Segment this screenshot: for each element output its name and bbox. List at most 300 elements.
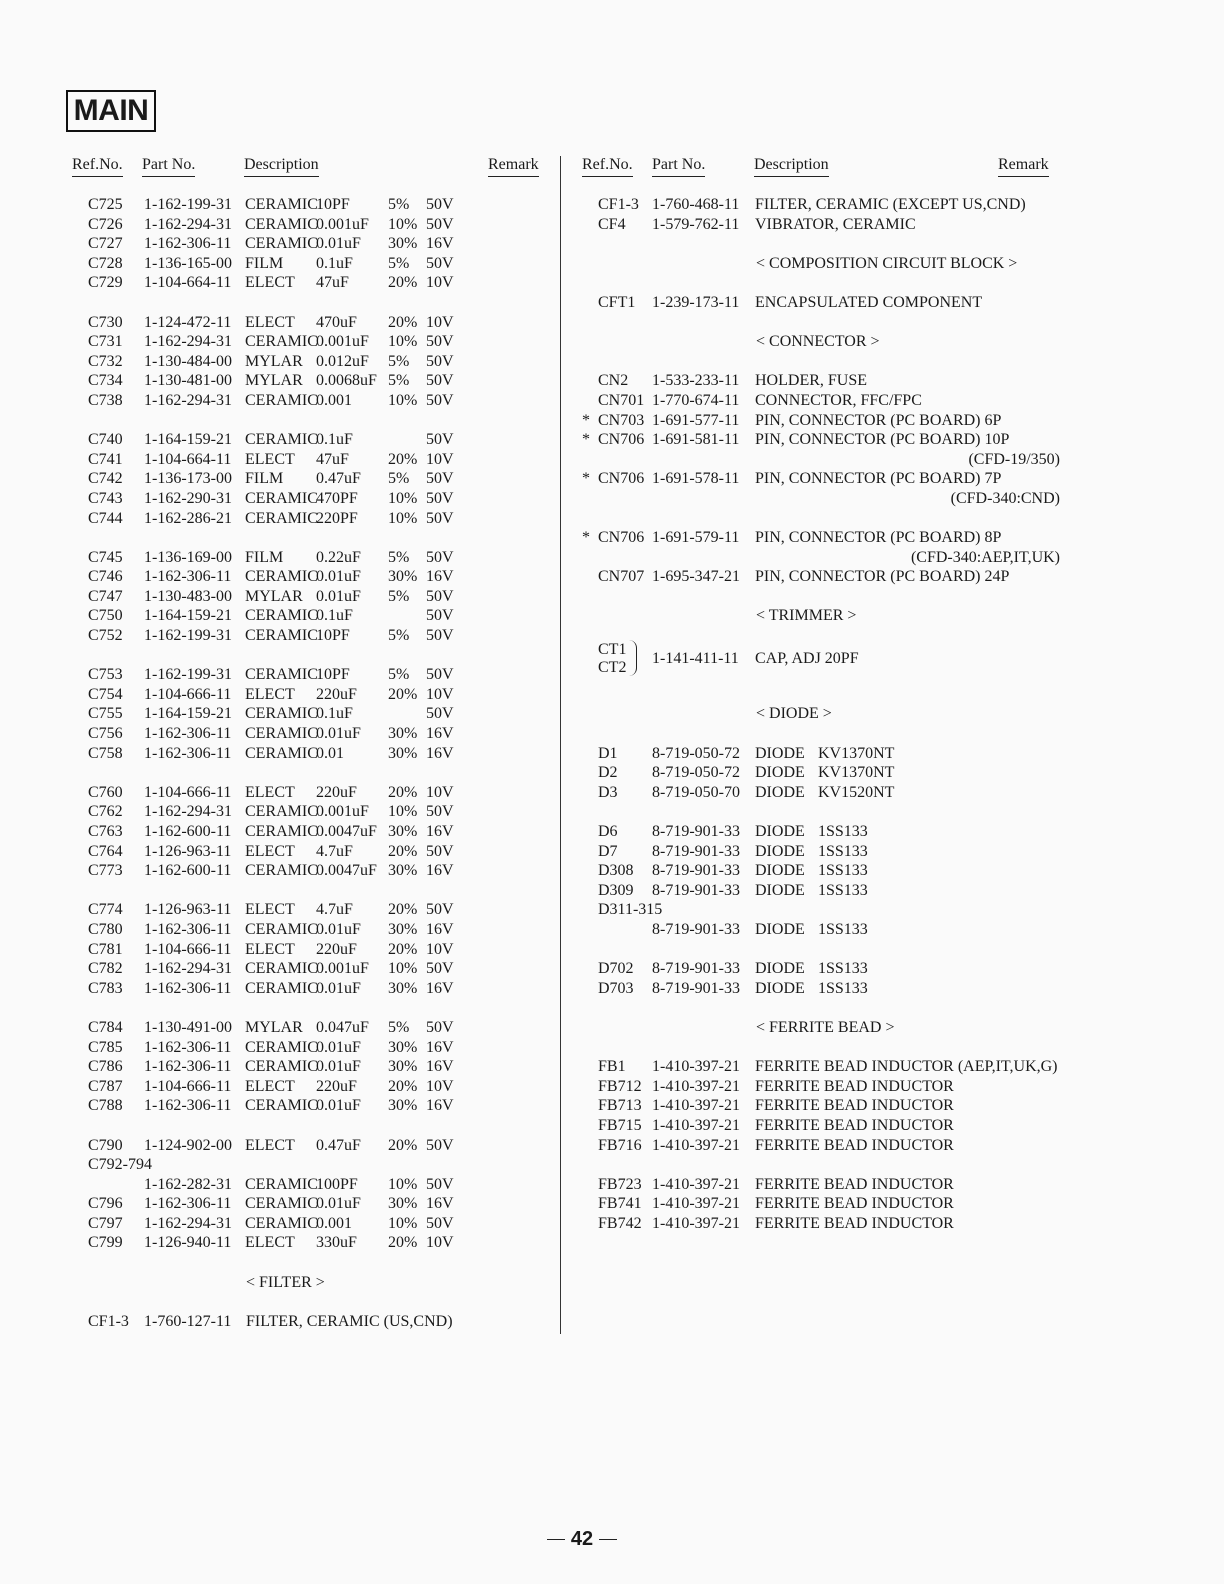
part-no: 1-162-294-31 (144, 803, 232, 821)
tolerance: 10% (388, 489, 418, 507)
remark: (CFD-340:AEP,IT,UK) (910, 548, 1060, 566)
description: CERAMIC (245, 744, 318, 762)
part-no: 1-104-666-11 (144, 1077, 232, 1095)
part-no: 1-162-294-31 (144, 1214, 232, 1232)
description: CERAMIC (245, 215, 318, 233)
table-row (0, 1194, 1224, 1214)
voltage: 50V (426, 391, 454, 409)
voltage: 16V (426, 979, 454, 997)
value: 0.1uF (316, 607, 353, 625)
tolerance: 20% (388, 940, 418, 958)
ref-no: C750 (88, 607, 123, 625)
voltage: 10V (426, 685, 454, 703)
tolerance: 20% (388, 685, 418, 703)
remark-row (0, 548, 1224, 568)
description: FERRITE BEAD INDUCTOR (755, 1195, 954, 1213)
row-gap (0, 685, 1224, 705)
part-no: 1-162-306-11 (144, 920, 232, 938)
part-no: 1-410-397-21 (652, 1195, 740, 1213)
value: 0.001uF (316, 960, 369, 978)
voltage: 50V (426, 1136, 454, 1154)
value: 100PF (316, 1175, 358, 1193)
voltage: 16V (426, 862, 454, 880)
part-no: 1-410-397-21 (652, 1116, 740, 1134)
part-no: 1-691-581-11 (652, 431, 740, 449)
value: 0.001 (316, 391, 352, 409)
section-heading: < DIODE > (756, 705, 832, 723)
description: CERAMIC (245, 568, 318, 586)
description: MYLAR (245, 587, 303, 605)
part-no: 8-719-901-33 (652, 823, 740, 840)
description: ELECT (245, 274, 295, 292)
part-no: 1-162-306-11 (144, 1038, 232, 1056)
row-gap (0, 587, 1224, 607)
section-heading: < TRIMMER > (756, 607, 857, 625)
description: DIODE (755, 920, 805, 938)
part-no: 1-141-411-11 (652, 649, 739, 667)
description: ELECT (245, 1077, 295, 1095)
value: 0.001 (316, 1214, 352, 1232)
tolerance: 30% (388, 725, 418, 743)
ref-no: C730 (88, 313, 123, 331)
voltage: 50V (426, 1214, 454, 1232)
row-gap (0, 352, 1224, 372)
part-no: 1-691-578-11 (652, 470, 740, 488)
voltage: 16V (426, 235, 454, 253)
table-row (0, 900, 1224, 920)
value: 0.01uF (316, 1097, 361, 1115)
value: 0.22uF (316, 548, 361, 566)
ref-no: C729 (88, 274, 123, 292)
remark: (CFD-340:CND) (950, 489, 1060, 507)
part-no: 1-162-199-31 (144, 196, 232, 213)
value: 0.01uF (316, 568, 361, 586)
header-part-no-right: Part No. (652, 156, 705, 177)
ref-no: CF1-3 (88, 1312, 129, 1330)
tolerance: 20% (388, 450, 418, 468)
ref-no: C760 (88, 783, 123, 801)
tolerance: 5% (388, 352, 410, 370)
table-row (0, 920, 1224, 940)
ref-no: D7 (598, 842, 618, 860)
part-no: 1-410-397-21 (652, 1097, 740, 1115)
ref-no: C755 (88, 705, 123, 723)
description: FERRITE BEAD INDUCTOR (755, 1214, 954, 1232)
ref-no: C745 (88, 548, 123, 566)
header-description: Description (244, 156, 319, 177)
tolerance: 10% (388, 391, 418, 409)
tolerance: 10% (388, 333, 418, 351)
part-no: 1-770-674-11 (652, 391, 740, 409)
part-no: 1-164-159-21 (144, 431, 232, 449)
ref-no: D2 (598, 764, 618, 782)
tolerance: 30% (388, 1058, 418, 1076)
table-row (0, 1096, 1224, 1116)
tolerance: 30% (388, 1097, 418, 1115)
table-row (0, 881, 1224, 901)
description: PIN, CONNECTOR (PC BOARD) 10P (755, 431, 1010, 449)
type: KV1370NT (818, 744, 895, 762)
table-row (0, 783, 1224, 803)
description: CERAMIC (245, 960, 318, 978)
header-ref-no-right: Ref.No. (582, 156, 633, 177)
voltage: 10V (426, 1077, 454, 1095)
table-row (0, 528, 1224, 548)
part-no: 1-104-666-11 (144, 940, 232, 958)
voltage: 50V (426, 470, 454, 488)
tolerance: 20% (388, 1136, 418, 1154)
description: CERAMIC (245, 1038, 318, 1056)
voltage: 50V (426, 627, 454, 645)
table-row (0, 430, 1224, 450)
voltage: 50V (426, 587, 454, 605)
description: HOLDER, FUSE (755, 372, 868, 390)
value: 10PF (316, 666, 350, 684)
ref-no: C731 (88, 333, 123, 351)
part-no: 1-130-484-00 (144, 352, 232, 370)
voltage: 10V (426, 450, 454, 468)
asterisk-mark: * (582, 470, 590, 488)
part-no: 1-130-491-00 (144, 1018, 232, 1036)
ref-no: C734 (88, 372, 123, 390)
description: DIODE (755, 881, 805, 899)
part-no: 1-760-468-11 (652, 196, 740, 213)
description: ELECT (245, 313, 295, 331)
type: 1SS133 (818, 862, 868, 880)
voltage: 16V (426, 568, 454, 586)
description: DIODE (755, 764, 805, 782)
description: ELECT (245, 1136, 295, 1154)
table-row (0, 195, 1224, 215)
part-no: 1-136-169-00 (144, 548, 232, 566)
row-gap (0, 1292, 560, 1312)
voltage: 10V (426, 940, 454, 958)
ref-no: C774 (88, 901, 123, 919)
section-title: MAIN (66, 90, 156, 132)
ref-no: FB741 (598, 1195, 642, 1213)
table-row (0, 1116, 1224, 1136)
part-no: 1-695-347-21 (652, 568, 740, 586)
tolerance: 5% (388, 372, 410, 390)
description: FILTER, CERAMIC (EXCEPT US,CND) (755, 196, 1026, 213)
description: DIODE (755, 979, 805, 997)
voltage: 16V (426, 744, 454, 762)
description: CONNECTOR, FFC/FPC (755, 391, 922, 409)
value: 220uF (316, 1077, 357, 1095)
part-no: 1-126-963-11 (144, 901, 232, 919)
voltage: 50V (426, 215, 454, 233)
type: KV1370NT (818, 764, 895, 782)
value: 220uF (316, 940, 357, 958)
ref-no: FB712 (598, 1077, 642, 1095)
table-row (0, 391, 1224, 411)
part-no: 1-126-940-11 (144, 1234, 232, 1252)
ref-no: C764 (88, 842, 123, 860)
row-gap (0, 724, 1224, 744)
type: KV1520NT (818, 783, 895, 801)
part-no: 1-239-173-11 (652, 293, 740, 311)
ref-no: C781 (88, 940, 123, 958)
row-gap (0, 998, 1224, 1018)
section-heading-row (0, 606, 1224, 626)
part-no: 8-719-050-72 (652, 744, 740, 762)
type: 1SS133 (818, 920, 868, 938)
description: MYLAR (245, 352, 303, 370)
description: FERRITE BEAD INDUCTOR (755, 1116, 954, 1134)
ref-no: D703 (598, 979, 634, 997)
voltage: 10V (426, 313, 454, 331)
description: CERAMIC (245, 607, 318, 625)
description: CERAMIC (245, 920, 318, 938)
description: ELECT (245, 940, 295, 958)
table-row (0, 469, 1224, 489)
value: 0.1uF (316, 254, 353, 272)
value: 220uF (316, 685, 357, 703)
description: CERAMIC (245, 1195, 318, 1213)
header-remark: Remark (488, 156, 539, 177)
ref-no: FB715 (598, 1116, 642, 1134)
section-heading: < CONNECTOR > (756, 333, 880, 351)
tolerance: 20% (388, 274, 418, 292)
ref-no: D311-315 (598, 901, 663, 919)
remark-row (0, 450, 1224, 470)
row-gap (0, 802, 1224, 822)
ref-no: C747 (88, 587, 123, 605)
table-row (0, 744, 1224, 764)
description: CERAMIC (245, 979, 318, 997)
description: FILM (245, 548, 284, 566)
ref-no: D309 (598, 881, 634, 899)
part-no: 1-162-306-11 (144, 1195, 232, 1213)
table-row (0, 1175, 1224, 1195)
tolerance: 20% (388, 842, 418, 860)
description: FILTER, CERAMIC (US,CND) (246, 1312, 453, 1330)
part-no: 1-162-290-31 (144, 489, 232, 507)
tolerance: 30% (388, 862, 418, 880)
value: 0.001uF (316, 215, 369, 233)
page-number: 42 (540, 1528, 624, 1551)
ref-no: D6 (598, 823, 618, 840)
ref-no: C725 (88, 196, 123, 213)
part-no: 1-162-294-31 (144, 960, 232, 978)
ref-no: C763 (88, 823, 123, 840)
part-no: 1-162-306-11 (144, 1058, 232, 1076)
section-heading-row (0, 254, 1224, 274)
type: 1SS133 (818, 881, 868, 899)
ref-no: C797 (88, 1214, 123, 1232)
value: 4.7uF (316, 901, 353, 919)
row-gap (0, 234, 1224, 254)
value: 0.01uF (316, 725, 361, 743)
ref-no: C746 (88, 568, 123, 586)
voltage: 16V (426, 920, 454, 938)
asterisk-mark: * (582, 411, 590, 429)
description: DIODE (755, 783, 805, 801)
ref-no: C726 (88, 215, 123, 233)
tolerance: 30% (388, 744, 418, 762)
type: 1SS133 (818, 960, 868, 978)
description: MYLAR (245, 1018, 303, 1036)
table-row (0, 1077, 1224, 1097)
table-row (0, 979, 1224, 999)
description: ELECT (245, 783, 295, 801)
value: 10PF (316, 196, 350, 213)
description: CERAMIC (245, 666, 318, 684)
voltage: 50V (426, 705, 454, 723)
part-no: 1-124-902-00 (144, 1136, 232, 1154)
voltage: 50V (426, 666, 454, 684)
header-remark-right: Remark (998, 156, 1049, 177)
asterisk-mark: * (582, 431, 590, 449)
table-row (0, 215, 1224, 235)
voltage: 50V (426, 1175, 454, 1193)
voltage: 50V (426, 431, 454, 449)
description: ELECT (245, 901, 295, 919)
voltage: 50V (426, 254, 454, 272)
part-no: 1-104-666-11 (144, 685, 232, 703)
type: 1SS133 (818, 823, 868, 840)
value: 0.01 (316, 744, 344, 762)
voltage: 16V (426, 1097, 454, 1115)
voltage: 50V (426, 803, 454, 821)
part-no: 1-162-306-11 (144, 979, 232, 997)
value: 0.0068uF (316, 372, 377, 390)
tolerance: 10% (388, 960, 418, 978)
row-gap (0, 1253, 560, 1273)
tolerance: 5% (388, 1018, 410, 1036)
description: FERRITE BEAD INDUCTOR (755, 1097, 954, 1115)
description: FERRITE BEAD INDUCTOR (755, 1077, 954, 1095)
part-no: 8-719-050-70 (652, 783, 740, 801)
section-heading-row (0, 704, 1224, 724)
header-part-no: Part No. (142, 156, 195, 177)
ref-no: CN706 (598, 529, 645, 547)
tolerance: 5% (388, 587, 410, 605)
description: PIN, CONNECTOR (PC BOARD) 7P (755, 470, 1002, 488)
value: 470uF (316, 313, 357, 331)
ref-no: C784 (88, 1018, 123, 1036)
table-row (0, 293, 1224, 313)
tolerance: 30% (388, 823, 418, 840)
description: CERAMIC (245, 431, 318, 449)
part-no: 1-162-600-11 (144, 862, 232, 880)
description: ELECT (245, 842, 295, 860)
description: DIODE (755, 960, 805, 978)
part-no: 1-162-306-11 (144, 1097, 232, 1115)
ref-no: C788 (88, 1097, 123, 1115)
value: 0.1uF (316, 431, 353, 449)
ref-no: CT1 (598, 640, 627, 658)
tolerance: 5% (388, 254, 410, 272)
part-no: 1-162-306-11 (144, 744, 232, 762)
part-no: 8-719-901-33 (652, 979, 740, 997)
part-no: 1-162-306-11 (144, 235, 232, 253)
tolerance: 30% (388, 979, 418, 997)
description: MYLAR (245, 372, 303, 390)
filter-heading (0, 1273, 560, 1293)
description: ELECT (245, 450, 295, 468)
ref-no: CN706 (598, 431, 645, 449)
part-no: 1-126-963-11 (144, 842, 232, 860)
tolerance: 20% (388, 313, 418, 331)
voltage: 50V (426, 372, 454, 390)
voltage: 16V (426, 1038, 454, 1056)
voltage: 50V (426, 489, 454, 507)
voltage: 16V (426, 1195, 454, 1213)
tolerance: 5% (388, 470, 410, 488)
part-no: 8-719-901-33 (652, 881, 740, 899)
remark: (CFD-19/350) (968, 450, 1060, 468)
tolerance: 5% (388, 627, 410, 645)
voltage: 50V (426, 842, 454, 860)
ref-no: FB723 (598, 1175, 642, 1193)
ref-no: C799 (88, 1234, 123, 1252)
voltage: 10V (426, 1234, 454, 1252)
part-no: 1-162-600-11 (144, 823, 232, 840)
remark-row (0, 489, 1224, 509)
type: 1SS133 (818, 979, 868, 997)
section-heading: < FILTER > (246, 1273, 325, 1291)
part-no: 8-719-901-33 (652, 920, 740, 938)
description: CERAMIC (245, 705, 318, 723)
ref-no: C786 (88, 1058, 123, 1076)
description: CERAMIC (245, 196, 318, 213)
ref-no: D1 (598, 744, 618, 762)
tolerance: 20% (388, 1234, 418, 1252)
part-no: 1-162-294-31 (144, 333, 232, 351)
ref-no: CN706 (598, 470, 645, 488)
part-no: 1-410-397-21 (652, 1175, 740, 1193)
value: 0.01uF (316, 1058, 361, 1076)
row-gap (0, 1038, 1224, 1058)
ref-no: C742 (88, 470, 123, 488)
description: FERRITE BEAD INDUCTOR (AEP,IT,UK,G) (755, 1058, 1058, 1076)
tolerance: 10% (388, 509, 418, 527)
value: 0.0047uF (316, 823, 377, 840)
value: 0.01uF (316, 979, 361, 997)
tolerance: 30% (388, 235, 418, 253)
ref-no: FB1 (598, 1058, 626, 1076)
ref-no: CN701 (598, 391, 645, 409)
description: CERAMIC (245, 862, 318, 880)
description: CERAMIC (245, 1097, 318, 1115)
voltage: 50V (426, 901, 454, 919)
part-no: 8-719-901-33 (652, 842, 740, 860)
table-row (0, 959, 1224, 979)
description: CERAMIC (245, 1214, 318, 1232)
ref-no: C785 (88, 1038, 123, 1056)
description: VIBRATOR, CERAMIC (755, 215, 916, 233)
value: 0.012uF (316, 352, 369, 370)
description: CERAMIC (245, 1058, 318, 1076)
description: CERAMIC (245, 1175, 318, 1193)
tolerance: 30% (388, 1195, 418, 1213)
value: 0.1uF (316, 705, 353, 723)
value: 0.01uF (316, 1038, 361, 1056)
ref-no: C738 (88, 391, 123, 409)
value: 220PF (316, 509, 358, 527)
ref-no: FB742 (598, 1214, 642, 1232)
ref-no: C754 (88, 685, 123, 703)
voltage: 50V (426, 1018, 454, 1036)
description: DIODE (755, 823, 805, 840)
voltage: 10V (426, 274, 454, 292)
part-no: 1-760-127-11 (144, 1312, 232, 1330)
row-gap (0, 509, 1224, 529)
description: CERAMIC (245, 235, 318, 253)
table-row (0, 1312, 560, 1332)
description: CERAMIC (245, 823, 318, 840)
